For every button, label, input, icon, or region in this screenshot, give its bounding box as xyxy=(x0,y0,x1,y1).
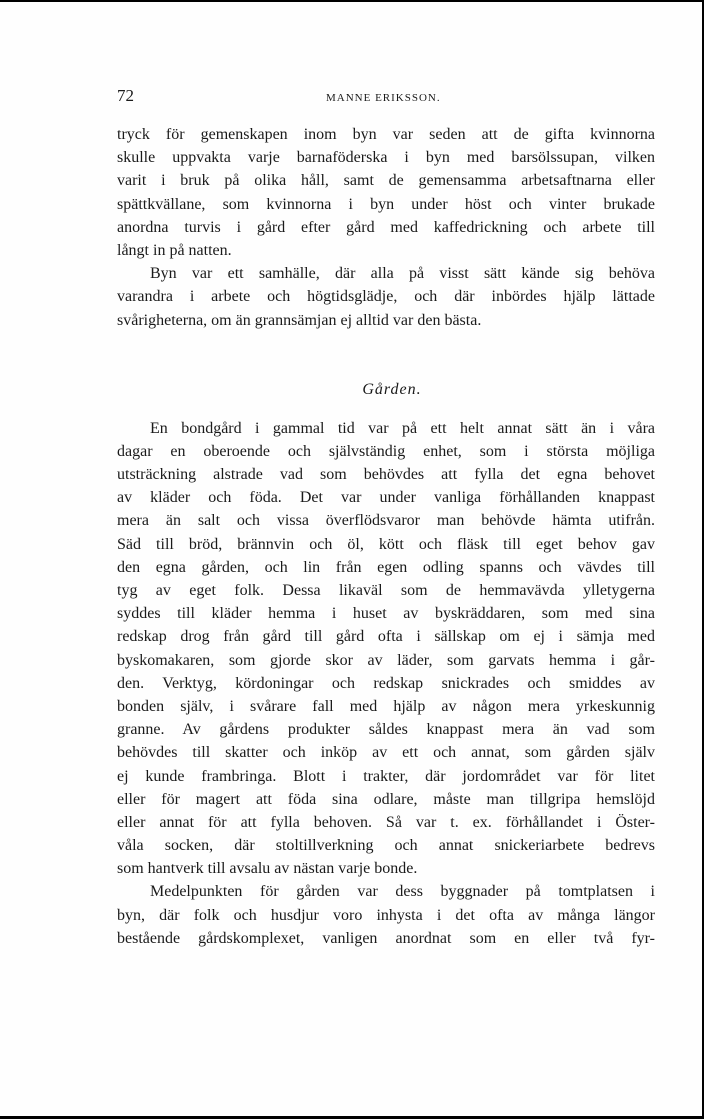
text-line: byskomakaren, som gjorde skor av läder, som garvats hemma i går- xyxy=(117,651,655,669)
text-line: spättkvällane, som kvinnorna i byn under höst och vinter brukade xyxy=(117,195,655,213)
text-line: syddes till kläder hemma i huset av byskräddaren, som med sina xyxy=(117,605,655,623)
body-text xyxy=(117,123,655,950)
text-line: En bondgård i gammal tid var på ett helt annat sätt än i våra xyxy=(150,419,655,437)
text-line: eller annat för att fylla behoven. Så var t. ex. förhållandet i Öster- xyxy=(117,813,655,831)
text-line: Medelpunkten för gården var dess byggnader på tomtplatsen i xyxy=(150,883,655,901)
text-line: Säd till bröd, brännvin och öl, kött och fläsk till eget behov gav xyxy=(117,535,655,553)
text-line: utsträckning alstrade vad som behövdes att fylla det egna behovet xyxy=(117,466,655,484)
text-line: behövdes till skatter och inköp av ett och annat, som gården själv xyxy=(117,744,655,762)
text-line: långt in på natten. xyxy=(117,241,232,259)
page-header xyxy=(117,86,655,110)
text-line: granne. Av gårdens produkter såldes knappast mera än vad som xyxy=(117,721,655,739)
text-line: svårigheterna, om än grannsämjan ej alltid var den bästa. xyxy=(117,311,482,329)
text-line: dagar en oberoende och självständig enhet, som i största möjliga xyxy=(117,442,655,460)
text-line: tyg av eget folk. Dessa likaväl som de hemmavävda ylletygerna xyxy=(117,582,655,599)
text-line: eller för magert att föda sina odlare, måste man tillgripa hemslöjd xyxy=(117,790,655,808)
text-line: våla socken, där stoltillverkning och annat snickeriarbete bedrevs xyxy=(117,837,655,855)
text-line: skulle uppvakta varje barnaföderska i byn med barsölssupan, vilken xyxy=(117,149,655,167)
section-title: Gården. xyxy=(362,380,422,398)
text-line: bonden själv, i svårare fall med hjälp av någon mera yrkeskunnig xyxy=(117,697,655,715)
text-line: den egna gården, och lin från egen odling spanns och vävdes till xyxy=(117,558,655,576)
section-spacer xyxy=(117,332,655,378)
text-line: tryck för gemenskapen inom byn var seden att de gifta kvinnorna xyxy=(117,126,655,143)
scan-edge-top xyxy=(0,0,704,2)
text-line: bestående gårdskomplexet, vanligen anordnat som en eller två fyr- xyxy=(117,929,655,947)
text-line: anordna turvis i gård efter gård med kaffedrickning och arbete till xyxy=(117,218,655,236)
text-line: varit i bruk på olika håll, samt de gemensamma arbetsaftnarna eller xyxy=(117,172,655,190)
text-line: mera än salt och vissa överflödsvaror man behövde hämta utifrån. xyxy=(117,512,655,530)
running-head: MANNE ERIKSSON. xyxy=(326,92,441,104)
page-number: 72 xyxy=(117,86,134,105)
text-line: som hantverk till avsalu av nästan varje bonde. xyxy=(117,860,418,878)
section-spacer xyxy=(117,401,655,417)
text-line: redskap drog från gård till gård ofta i sällskap om ej i sämja med xyxy=(117,628,655,646)
text-line: den. Verktyg, kördoningar och redskap snickrades och smiddes av xyxy=(117,674,655,692)
text-line: av kläder och föda. Det var under vanliga förhållanden knappast xyxy=(117,489,655,507)
text-line: Byn var ett samhälle, där alla på visst sätt kände sig behöva xyxy=(150,265,655,283)
text-line: varandra i arbete och högtidsglädje, och där inbördes hjälp lättade xyxy=(117,288,655,306)
text-line: ej kunde frambringa. Blott i trakter, där jordområdet var för litet xyxy=(117,767,655,785)
text-line: byn, där folk och husdjur voro inhysta i det ofta av många längor xyxy=(117,906,655,924)
